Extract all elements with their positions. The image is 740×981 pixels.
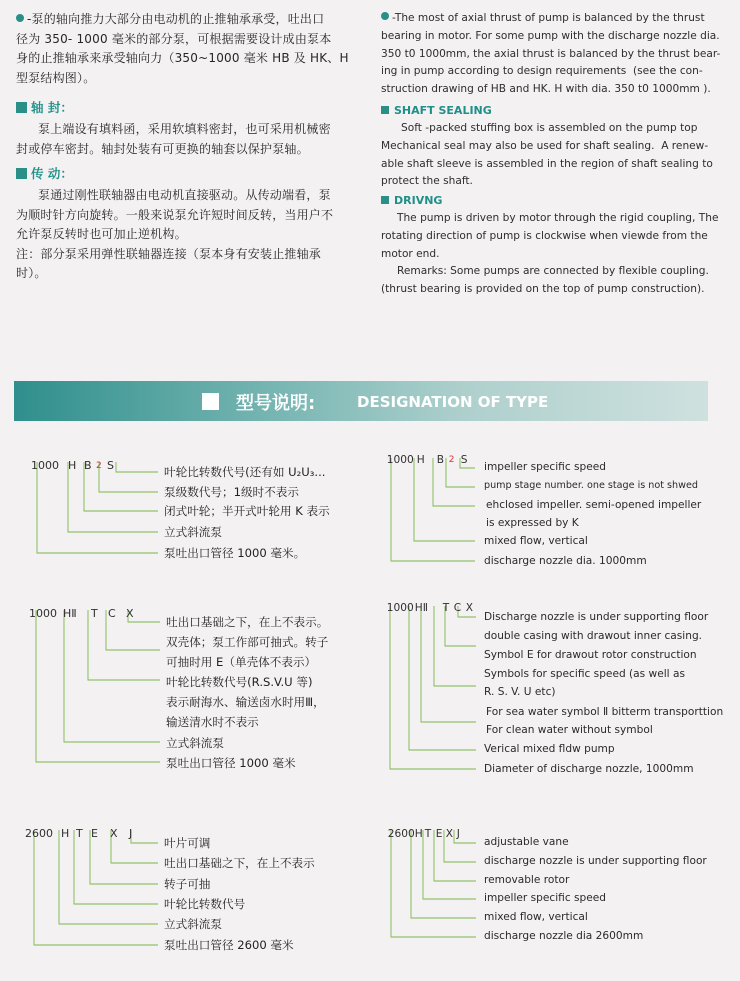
type-label: impeller specific speed	[484, 892, 607, 904]
type-label: Verical mixed fldw pump	[484, 743, 615, 755]
type-label: 叶轮比转数代号(R.S.V.U 等)	[166, 675, 313, 689]
cn-intro-line: 型泵结构图）。	[16, 70, 96, 85]
type-label: 转子可抽	[164, 877, 211, 891]
code-part: T	[424, 828, 432, 840]
type-label: 可抽时用 E（单壳体不表示）	[166, 655, 317, 669]
code-part: 1000	[31, 459, 59, 472]
code-part: E	[91, 827, 98, 840]
type-code	[18, 814, 132, 840]
type-label: double casing with drawout inner casing.	[484, 630, 703, 642]
code-part: 1000	[29, 607, 57, 620]
cn-shaft-line: 泵上端设有填料函，采用软填料密封，也可采用机械密	[38, 122, 331, 136]
leader-line	[423, 830, 476, 899]
type-label: For clean water without symbol	[486, 724, 653, 736]
code-part: J	[456, 828, 460, 840]
leader-line	[68, 462, 158, 532]
type-label: 输送清水时不表示	[166, 715, 259, 729]
type-label: 叶轮比转数代号	[164, 897, 246, 911]
type-label: removable rotor	[484, 874, 570, 886]
leader-line	[64, 610, 160, 742]
cn-drive-line: 允许泵反转时也可加止逆机构。	[16, 227, 187, 242]
type-label: For sea water symbol Ⅱ bitterm transporttion	[486, 706, 724, 718]
cn-drive-line: 注：部分泵采用弹性联轴器连接（泵本身有安装止推轴承	[16, 246, 322, 261]
code-part: H	[68, 459, 77, 472]
type-code	[381, 816, 460, 840]
code-part: X	[110, 827, 118, 840]
type-label: 叶轮比转数代号(还有如 U₂U₃...	[164, 465, 326, 479]
cn-shaft-heading: 轴 封：	[16, 98, 73, 116]
en-intro-line: bearing in motor. For some pump with the discharge nozzle dia.	[381, 29, 720, 42]
code-part: S	[460, 454, 468, 466]
cn-drive-heading: 传 动：	[16, 164, 73, 182]
type-label: ehclosed impeller. semi-opened impeller	[486, 499, 702, 511]
leader-line	[391, 830, 476, 937]
en-shaft-line: protect the shaft.	[381, 175, 473, 188]
leader-line	[116, 462, 158, 472]
leader-line	[390, 606, 476, 769]
code-part: H	[61, 827, 70, 840]
code-part: B	[84, 459, 92, 472]
en-shaft-line: Mechanical seal may also be used for shaft sealing. A renew-	[381, 139, 709, 152]
type-label: 泵吐出口管径 1000 毫米	[166, 756, 296, 770]
cn-intro-line: 身的止推轴承来承受轴向力（350~1000 毫米 HB 及 HK、H	[16, 51, 349, 66]
type-label: 双壳体；泵工作部可抽式。转子	[166, 635, 329, 649]
cn-intro-line: -泵的轴向推力大部分由电动机的止推轴承承受，吐出口	[27, 12, 325, 26]
code-part: J	[129, 827, 133, 840]
type-label: Symbol E for drawout rotor construction	[484, 649, 697, 661]
en-intro-line: -The most of axial thrust of pump is balanced by the thrust	[392, 12, 705, 24]
type-label: Symbols for specific speed (as well as	[484, 668, 686, 680]
cn-drive-line: 时）。	[16, 266, 47, 281]
en-drive-line: rotating direction of pump is clockwise when viewde from the	[381, 229, 708, 242]
code-part: 2	[96, 461, 102, 471]
leader-line	[131, 830, 158, 843]
en-intro-line: ing in pump according to design requirements (see the con-	[381, 65, 703, 78]
leader-line	[74, 830, 158, 904]
leader-line	[36, 610, 160, 762]
type-code	[380, 590, 473, 614]
en-drive-line: motor end.	[381, 247, 440, 260]
code-part: 2600	[25, 827, 53, 840]
type-label: pump stage number. one stage is not shwed	[484, 480, 698, 491]
code-part: X	[126, 607, 134, 620]
code-part: H	[414, 828, 423, 840]
code-part: T	[91, 607, 98, 620]
leader-line	[34, 830, 158, 945]
code-part: H	[416, 454, 425, 466]
code-part: 2600	[387, 828, 415, 840]
type-label: Discharge nozzle is under supporting floor	[484, 611, 709, 623]
code-part: B	[436, 454, 445, 466]
cn-shaft-line: 封或停车密封。轴封处装有可更换的轴套以保护泵轴。	[16, 141, 309, 156]
code-part: C	[453, 602, 462, 614]
type-label: impeller specific speed	[484, 461, 607, 473]
type-label: 闭式叶轮；半开式叶轮用 K 表示	[164, 504, 330, 518]
type-label: 泵吐出口管径 1000 毫米。	[164, 546, 306, 560]
code-part: X	[465, 602, 474, 614]
type-label: 吐出口基础之下，在上不表示。	[166, 615, 329, 629]
type-label: adjustable vane	[484, 836, 569, 848]
en-drive-line: The pump is driven by motor through the rigid coupling, The	[397, 212, 719, 224]
type-label: mixed flow, vertical	[484, 911, 588, 923]
code-part: HⅡ	[414, 602, 428, 614]
type-label: 立式斜流泵	[164, 525, 222, 539]
type-label: is expressed by K	[486, 517, 579, 529]
type-label: 立式斜流泵	[164, 917, 222, 931]
type-label: 叶片可调	[164, 836, 211, 850]
type-label: R. S. V. U etc)	[484, 686, 556, 698]
leader-line	[409, 606, 476, 750]
en-drive-line: Remarks: Some pumps are connected by flexible coupling.	[397, 265, 709, 278]
type-label: Diameter of discharge nozzle, 1000mm	[484, 763, 694, 775]
leader-line	[37, 462, 158, 553]
leader-line	[421, 606, 476, 722]
en-intro-line: 350 t0 1000mm, the axial thrust is balanced by the thrust bear-	[381, 47, 721, 60]
en-drive-heading: DRIVNG	[381, 194, 442, 207]
code-part: C	[108, 607, 116, 620]
type-label: mixed flow, vertical	[484, 535, 588, 547]
banner-title-en: DESIGNATION OF TYPE	[357, 393, 549, 411]
code-part: T	[76, 827, 83, 840]
banner-title-cn: 型号说明:	[236, 393, 316, 414]
code-part: 2	[448, 455, 455, 465]
type-label: 表示耐海水、输送卤水时用Ⅲ，	[166, 695, 325, 709]
type-label: 泵级数代号；1级时不表示	[164, 485, 299, 499]
code-part: X	[445, 828, 454, 840]
code-part: S	[107, 459, 114, 472]
type-code	[380, 442, 467, 466]
type-label: discharge nozzle is under supporting floor	[484, 855, 707, 867]
type-label: discharge nozzle dia 2600mm	[484, 930, 644, 942]
type-label: 立式斜流泵	[166, 736, 224, 750]
code-part: 1000	[386, 602, 414, 614]
cn-intro-line: 径为 350- 1000 毫米的部分泵，可根据需要设计成由泵本	[16, 31, 332, 46]
type-label: 吐出口基础之下，在上不表示	[164, 856, 315, 870]
en-shaft-heading: SHAFT SEALING	[381, 104, 492, 117]
type-code	[22, 594, 134, 620]
en-intro-line: struction drawing of HB and HK. H with dia. 350 t0 1000mm ).	[381, 83, 711, 96]
en-shaft-line: able shaft sleeve is assembled in the region of shaft sealing to	[381, 157, 713, 170]
code-part: T	[442, 602, 450, 614]
code-part: HⅡ	[63, 607, 77, 620]
leader-line	[414, 458, 475, 541]
code-part: E	[435, 828, 443, 840]
type-label: discharge nozzle dia. 1000mm	[484, 555, 647, 567]
cn-drive-line: 为顺时针方向旋转。一般来说泵允许短时间反转，当用户不	[16, 207, 334, 222]
cn-drive-line: 泵通过刚性联轴器由电动机直接驱动。从传动端看，泵	[38, 188, 331, 202]
type-label: 泵吐出口管径 2600 毫米	[164, 938, 294, 952]
type-code	[24, 446, 114, 472]
en-drive-line: (thrust bearing is provided on the top of pump construction).	[381, 283, 705, 296]
leader-line	[88, 610, 160, 680]
en-shaft-line: Soft -packed stuffing box is assembled on the pump top	[401, 122, 698, 134]
code-part: 1000	[386, 454, 414, 466]
